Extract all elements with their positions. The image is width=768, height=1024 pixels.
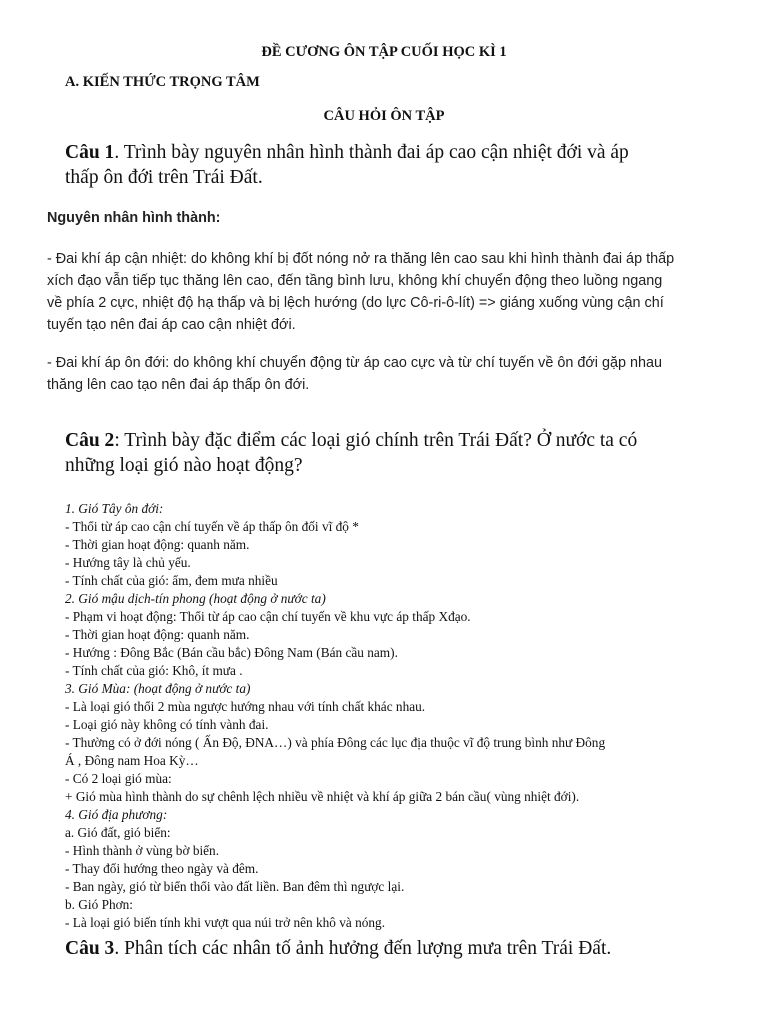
review-questions-heading: CÂU HỎI ÔN TẬP <box>323 108 445 124</box>
cause-paragraph-2 <box>47 352 727 396</box>
wind-line: - Thời gian hoạt động: quanh năm. <box>65 627 250 642</box>
cause-paragraph-1 <box>47 248 727 336</box>
question-1-text-line2: thấp ôn đới trên Trái Đất. <box>65 167 263 188</box>
wind-types-list <box>65 500 745 932</box>
wind-line: - Là loại gió thổi 2 mùa ngược hướng nhau với tính chất khác nhau. <box>65 699 426 714</box>
question-2 <box>65 428 745 478</box>
question-3 <box>65 936 755 961</box>
wind-line: - Ban ngày, gió từ biển thổi vào đất liền. Ban đêm thì ngược lại. <box>65 879 405 894</box>
question-1-label: Câu 1 <box>65 142 115 163</box>
cause-p2-line: thăng lên cao tạo nên đai áp thấp ôn đới. <box>47 377 310 393</box>
wind-heading-trade-winds: 2. Gió mậu dịch-tín phong (hoạt động ở nước ta) <box>65 591 326 606</box>
cause-p2-line: - Đai khí áp ôn đới: do không khí chuyển động từ áp cao cực và từ chí tuyến về ôn đới gặp nhau <box>47 355 662 371</box>
wind-line: Á , Đông nam Hoa Kỳ… <box>65 753 199 768</box>
cause-p1-line: tuyến tạo nên đai áp cao cận nhiệt đới. <box>47 317 296 333</box>
wind-line: + Gió mùa hình thành do sự chênh lệch nhiều về nhiệt và khí áp giữa 2 bán cầu( vùng nhiệt đới). <box>65 789 580 804</box>
cause-heading: Nguyên nhân hình thành: <box>47 210 221 226</box>
wind-line: a. Gió đất, gió biển: <box>65 825 171 840</box>
document-title: ĐỀ CƯƠNG ÔN TẬP CUỐI HỌC KÌ 1 <box>261 44 507 60</box>
wind-line: - Là loại gió biến tính khi vượt qua núi trở nên khô và nóng. <box>65 915 386 930</box>
question-2-text-line2: những loại gió nào hoạt động? <box>65 455 303 476</box>
section-a-heading: A. KIẾN THỨC TRỌNG TÂM <box>65 74 260 90</box>
question-3-text: . Phân tích các nhân tố ảnh hưởng đến lượng mưa trên Trái Đất. <box>114 938 612 959</box>
question-2-label: Câu 2 <box>65 430 115 451</box>
wind-line: - Hướng : Đông Bắc (Bán cầu bắc) Đông Nam (Bán cầu nam). <box>65 645 398 660</box>
cause-p1-line: xích đạo vẫn tiếp tục thăng lên cao, đến tầng bình lưu, không khí chuyển động theo luồng ngang <box>47 273 663 289</box>
wind-heading-monsoon: 3. Gió Mùa: (hoạt động ở nước ta) <box>65 681 251 696</box>
wind-line: - Hướng tây là chủ yếu. <box>65 555 191 570</box>
wind-line: b. Gió Phơn: <box>65 897 133 912</box>
wind-line: - Thời gian hoạt động: quanh năm. <box>65 537 250 552</box>
question-3-label: Câu 3 <box>65 938 115 959</box>
question-1 <box>65 140 745 190</box>
wind-line: - Tính chất của gió: Khô, ít mưa . <box>65 663 243 678</box>
question-2-text-line1: : Trình bày đặc điểm các loại gió chính trên Trái Đất? Ở nước ta có <box>114 430 638 451</box>
wind-line: - Thay đổi hướng theo ngày và đêm. <box>65 861 259 876</box>
cause-p1-line: - Đai khí áp cận nhiệt: do không khí bị đốt nóng nở ra thăng lên cao sau khi hình thành đai áp thấp <box>47 251 675 267</box>
wind-heading-westerlies: 1. Gió Tây ôn đới: <box>65 501 164 516</box>
wind-line: - Có 2 loại gió mùa: <box>65 771 172 786</box>
wind-line: - Thường có ở đới nóng ( Ấn Độ, ĐNA…) và phía Đông các lục địa thuộc vĩ độ trung bình như Đông <box>65 735 606 750</box>
wind-line: - Tính chất của gió: ẩm, đem mưa nhiều <box>65 573 278 588</box>
wind-line: - Hình thành ở vùng bờ biển. <box>65 843 220 858</box>
wind-line: - Thổi từ áp cao cận chí tuyến về áp thấp ôn đối vĩ độ * <box>65 519 359 534</box>
wind-heading-local-winds: 4. Gió địa phương: <box>65 807 168 822</box>
question-1-text-line1: . Trình bày nguyên nhân hình thành đai áp cao cận nhiệt đới và áp <box>114 142 629 163</box>
wind-line: - Loại gió này không có tính vành đai. <box>65 717 269 732</box>
cause-p1-line: về phía 2 cực, nhiệt độ hạ thấp và bị lệch hướng (do lực Cô-ri-ô-lít) => giáng xuống vùng cận chí <box>47 295 664 311</box>
wind-line: - Phạm vi hoạt động: Thổi từ áp cao cận chí tuyến về khu vực áp thấp Xđạo. <box>65 609 471 624</box>
